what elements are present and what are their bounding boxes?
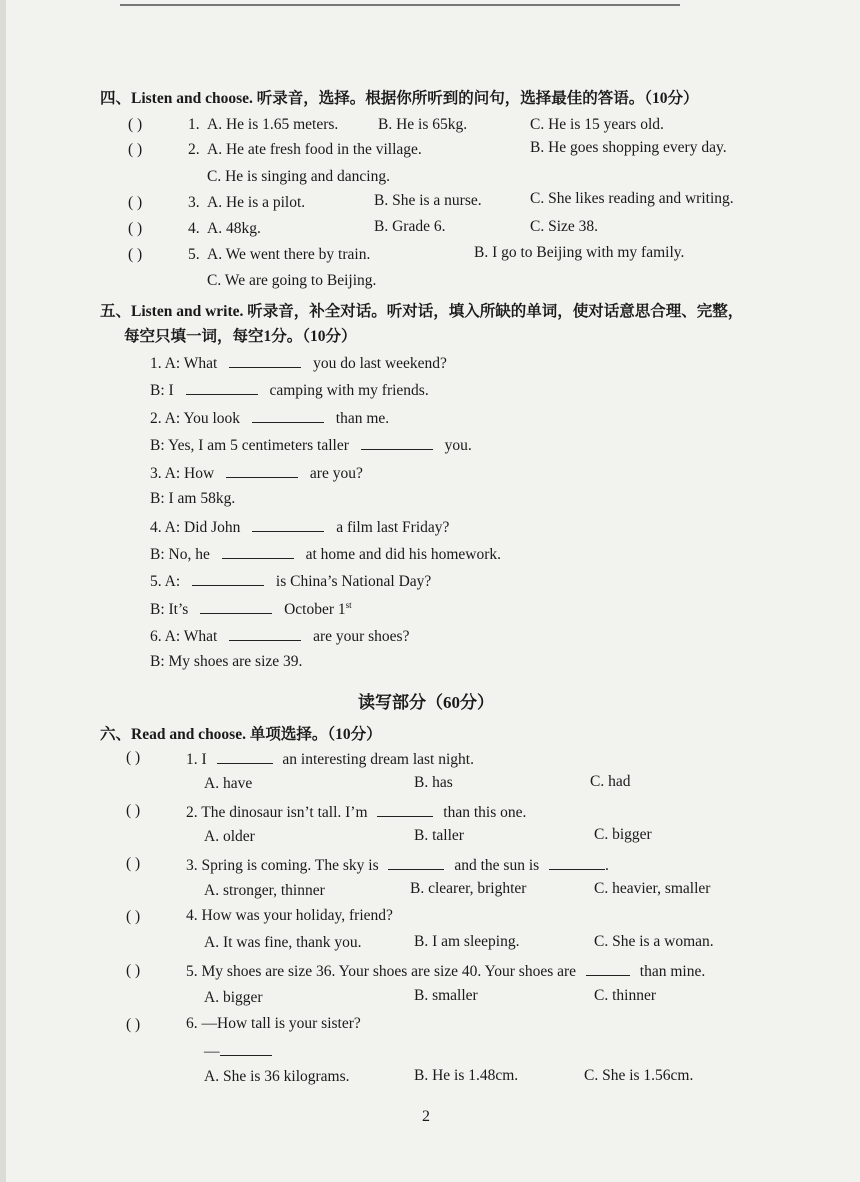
dialogue-text: B: I am 58kg.	[150, 490, 236, 507]
question-part: 1. I	[186, 751, 207, 768]
option-a: A. She is 36 kilograms.	[204, 1068, 350, 1085]
answer-paren[interactable]: ( )	[128, 116, 143, 133]
fill-blank[interactable]	[252, 408, 324, 423]
item-number: 4.	[188, 220, 200, 237]
fill-blank[interactable]	[388, 855, 444, 870]
fill-blank[interactable]	[549, 855, 605, 870]
answer-paren[interactable]: ( )	[128, 141, 143, 158]
fill-blank[interactable]	[377, 802, 433, 817]
dialogue-line	[150, 380, 429, 400]
dialogue-text: B: It’s	[150, 601, 189, 618]
dialogue-line	[150, 626, 409, 646]
option-c: C. heavier, smaller	[594, 880, 711, 897]
dialogue-line	[150, 463, 363, 483]
question-part: than mine.	[639, 963, 706, 980]
answer-paren[interactable]: ( )	[126, 1016, 141, 1033]
option-b: B. I am sleeping.	[414, 933, 520, 950]
dialogue-text: than me.	[335, 410, 390, 427]
section5-heading-line1: 五、Listen and write. 听录音，补全对话。听对话，填入所缺的单词，使对话意思合理、完整，	[100, 303, 744, 320]
fill-blank[interactable]	[186, 380, 258, 395]
option-c: C. He is 15 years old.	[530, 116, 664, 133]
dialogue-text: is China’s National Day?	[275, 573, 432, 590]
question-part: an interesting dream last night.	[282, 751, 474, 768]
option-b: B. Grade 6.	[374, 218, 446, 235]
item-number: 5.	[188, 246, 200, 263]
option-a: A. It was fine, thank you.	[204, 934, 362, 951]
option-b: B. She is a nurse.	[374, 192, 482, 209]
question-part: 2. The dinosaur isn’t tall. I’m	[186, 804, 368, 821]
option-a: A. 48kg.	[207, 220, 261, 237]
option-b: B. He is 65kg.	[378, 116, 468, 133]
dialogue-line	[150, 490, 235, 508]
dialogue-text: are your shoes?	[313, 628, 410, 645]
fill-blank[interactable]	[229, 353, 301, 368]
fill-blank[interactable]	[586, 961, 630, 976]
fill-blank[interactable]	[229, 626, 301, 641]
answer-paren[interactable]: ( )	[126, 962, 141, 979]
dialogue-text: B: No, he	[150, 546, 210, 563]
dialogue-text: 5. A:	[150, 573, 181, 590]
option-a: A. We went there by train.	[207, 246, 371, 263]
option-c: C. She likes reading and writing.	[530, 190, 734, 207]
dialogue-text: camping with my friends.	[269, 382, 429, 399]
dialogue-line	[150, 544, 501, 564]
answer-paren[interactable]: ( )	[126, 749, 141, 766]
option-c: C. He is singing and dancing.	[207, 168, 390, 185]
fill-blank[interactable]	[252, 517, 324, 532]
dialogue-text: October 1	[284, 601, 346, 618]
question-text	[186, 961, 705, 981]
dialogue-line	[150, 517, 449, 537]
dialogue-text: you.	[444, 437, 472, 454]
page-number: 2	[422, 1108, 430, 1125]
option-a: A. have	[204, 775, 253, 792]
option-a: A. He is 1.65 meters.	[207, 116, 339, 133]
option-b: B. has	[414, 774, 453, 791]
fill-blank[interactable]	[220, 1041, 272, 1056]
option-b: B. He is 1.48cm.	[414, 1067, 519, 1084]
fill-blank[interactable]	[361, 435, 433, 450]
fill-blank[interactable]	[226, 463, 298, 478]
dialogue-text: 1. A: What	[150, 355, 218, 372]
question-part: 3. Spring is coming. The sky is	[186, 857, 379, 874]
question-text	[186, 855, 609, 875]
dialogue-text: 4. A: Did John	[150, 519, 241, 536]
question-text	[186, 749, 474, 769]
question-text: 4. How was your holiday, friend?	[186, 907, 393, 924]
option-a: A. bigger	[204, 989, 263, 1006]
option-b: B. smaller	[414, 987, 478, 1004]
option-c: C. thinner	[594, 987, 656, 1004]
dialogue-line	[150, 653, 302, 671]
question-part: and the sun is	[454, 857, 540, 874]
ordinal-superscript: st	[345, 599, 352, 610]
option-c: C. Size 38.	[530, 218, 599, 235]
part-title: 读写部分（60分）	[358, 693, 494, 712]
answer-paren[interactable]: ( )	[126, 855, 141, 872]
option-c: C. She is a woman.	[594, 933, 714, 950]
option-c: C. She is 1.56cm.	[584, 1067, 694, 1084]
dialogue-text: at home and did his homework.	[305, 546, 502, 563]
dialogue-line	[150, 353, 447, 373]
answer-paren[interactable]: ( )	[126, 802, 141, 819]
item-number: 1.	[188, 116, 200, 133]
question-text: 6. —How tall is your sister?	[186, 1015, 361, 1032]
dialogue-text: B: My shoes are size 39.	[150, 653, 303, 670]
fill-blank[interactable]	[217, 749, 273, 764]
option-b: B. clearer, brighter	[410, 880, 527, 897]
dialogue-line	[150, 408, 389, 428]
section6-heading: 六、Read and choose. 单项选择。（10分）	[100, 726, 382, 743]
option-c: C. had	[590, 773, 631, 790]
fill-blank[interactable]	[200, 599, 272, 614]
dialogue-line	[150, 435, 472, 455]
dialogue-text: 6. A: What	[150, 628, 218, 645]
scan-edge-shadow	[0, 0, 6, 1182]
option-a: A. stronger, thinner	[204, 882, 325, 899]
answer-paren[interactable]: ( )	[126, 908, 141, 925]
option-c: C. We are going to Beijing.	[207, 272, 377, 289]
option-c: C. bigger	[594, 826, 652, 843]
answer-paren[interactable]: ( )	[128, 194, 143, 211]
dialogue-line	[150, 571, 431, 591]
dialogue-text: a film last Friday?	[336, 519, 450, 536]
answer-dash: —	[204, 1043, 220, 1060]
dialogue-text: you do last weekend?	[313, 355, 447, 372]
answer-line	[204, 1041, 272, 1061]
option-b: B. taller	[414, 827, 464, 844]
dialogue-text: are you?	[309, 465, 363, 482]
dialogue-text: B: Yes, I am 5 centimeters taller	[150, 437, 349, 454]
dialogue-line	[150, 599, 352, 619]
item-number: 3.	[188, 194, 200, 211]
dialogue-text: 2. A: You look	[150, 410, 241, 427]
question-part: .	[605, 857, 609, 874]
answer-paren[interactable]: ( )	[128, 246, 143, 263]
option-a: A. older	[204, 828, 255, 845]
dialogue-text: B: I	[150, 382, 174, 399]
item-number: 2.	[188, 141, 200, 158]
section4-heading: 四、Listen and choose. 听录音，选择。根据你所听到的问句，选择最佳的答语。（10分）	[100, 90, 699, 107]
section5-heading-line2: 每空只填一词，每空1分。（10分）	[124, 328, 357, 345]
question-part: than this one.	[443, 804, 527, 821]
option-a: A. He ate fresh food in the village.	[207, 141, 422, 158]
fill-blank[interactable]	[222, 544, 294, 559]
fill-blank[interactable]	[192, 571, 264, 586]
question-part: 5. My shoes are size 36. Your shoes are size 40. Your shoes are	[186, 963, 577, 980]
question-text	[186, 802, 526, 822]
option-a: A. He is a pilot.	[207, 194, 306, 211]
answer-paren[interactable]: ( )	[128, 220, 143, 237]
dialogue-text: 3. A: How	[150, 465, 215, 482]
top-border-line	[120, 4, 680, 6]
option-b: B. I go to Beijing with my family.	[474, 244, 685, 261]
option-b: B. He goes shopping every day.	[530, 139, 727, 156]
